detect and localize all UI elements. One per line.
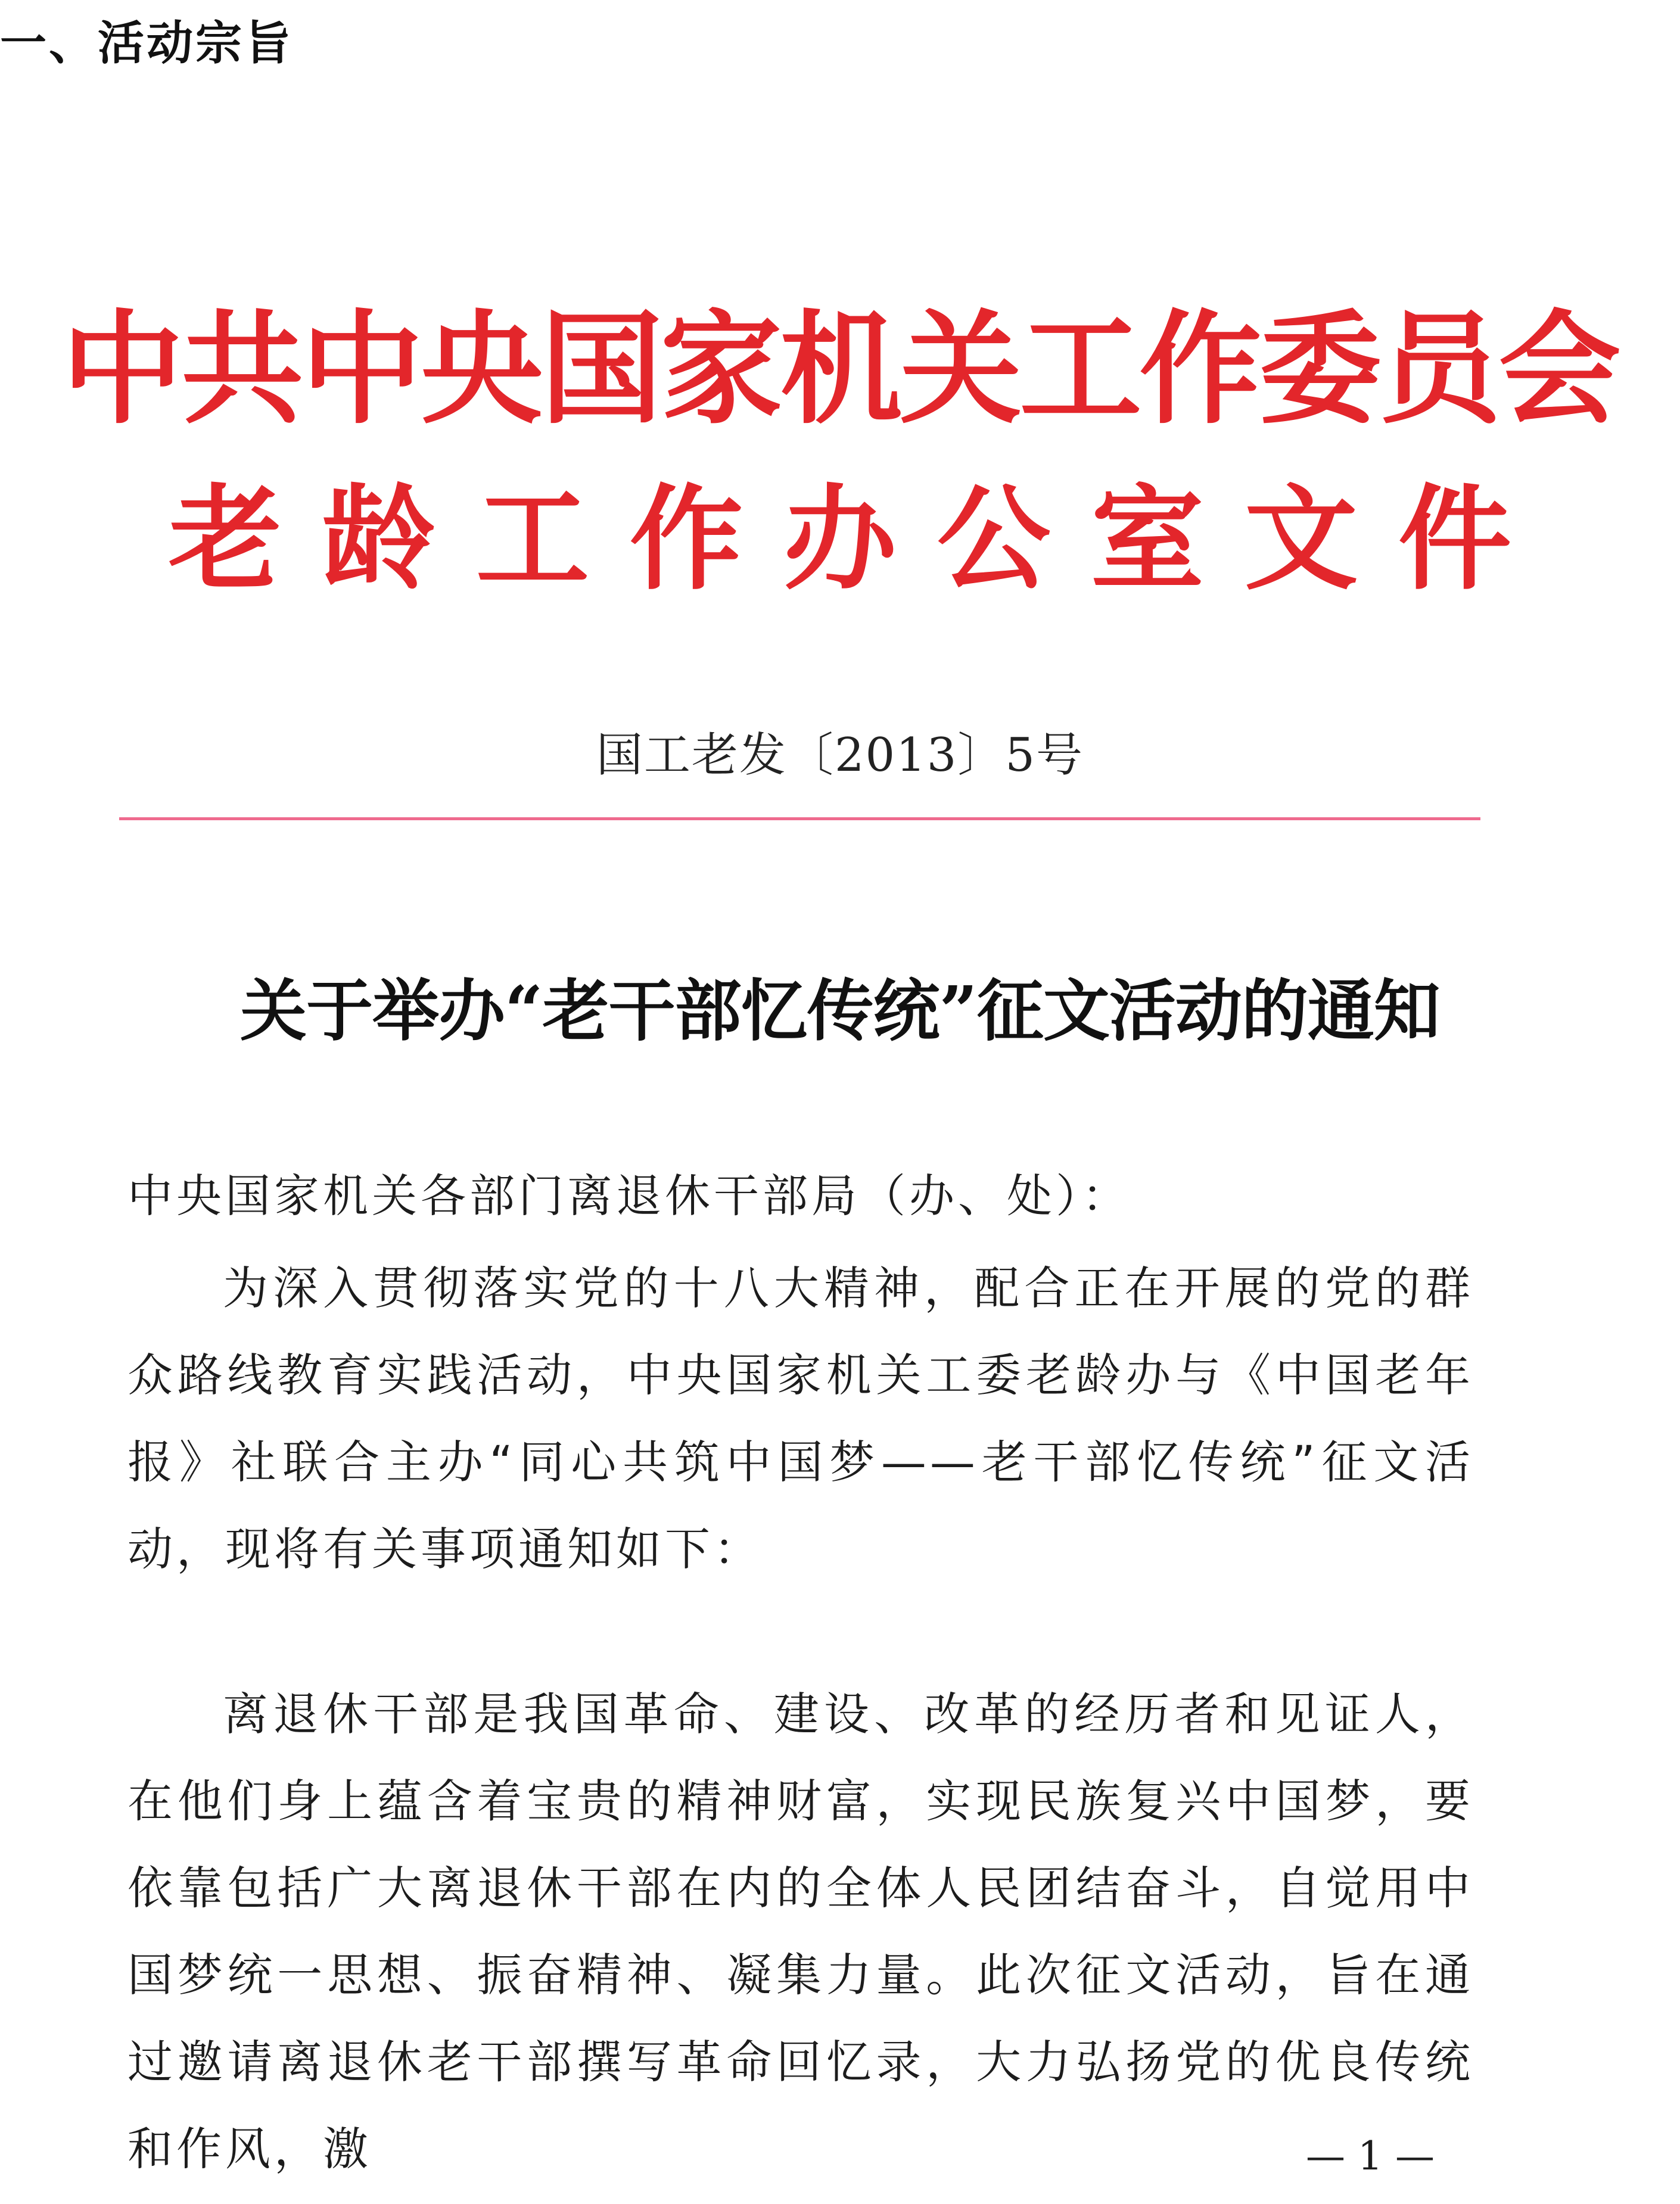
notice-title: 关于举办“老干部忆传统”征文活动的通知 — [240, 972, 1440, 1050]
salutation: 中央国家机关各部门离退休干部局（办、处）： — [127, 1169, 1131, 1222]
section-heading-purpose: 一、活动宗旨 — [0, 17, 294, 70]
section-1-paragraph: 离退休干部是我国革命、建设、改革的经历者和见证人，在他们身上蕴含着宝贵的精神财富，实现民族复兴中国梦，要依靠包括广大离退休干部在内的全体人民团结奋斗，自觉用中国梦统一思想、振奋精神、凝集力量。此次征文活动，旨在通过邀请离退休老干部撰写革命回忆录，大力弘扬党的优良传统和作风，激 — [127, 1688, 1474, 2175]
red-divider-line — [119, 817, 1480, 820]
issuing-organization-line-1: 中共中央国家机关工作委员会 — [61, 298, 1619, 441]
document-number: 国工老发〔2013〕5号 — [596, 729, 1084, 782]
intro-paragraph: 为深入贯彻落实党的十八大精神，配合正在开展的党的群众路线教育实践活动，中央国家机关工委老龄办与《中国老年报》社联合主办“同心共筑中国梦——老干部忆传统”征文活动，现将有关事项通知如下： — [127, 1262, 1474, 1576]
issuing-organization-line-2: 老龄工作办公室文件 — [168, 472, 1552, 605]
page-number: — 1 — — [1306, 2133, 1435, 2179]
